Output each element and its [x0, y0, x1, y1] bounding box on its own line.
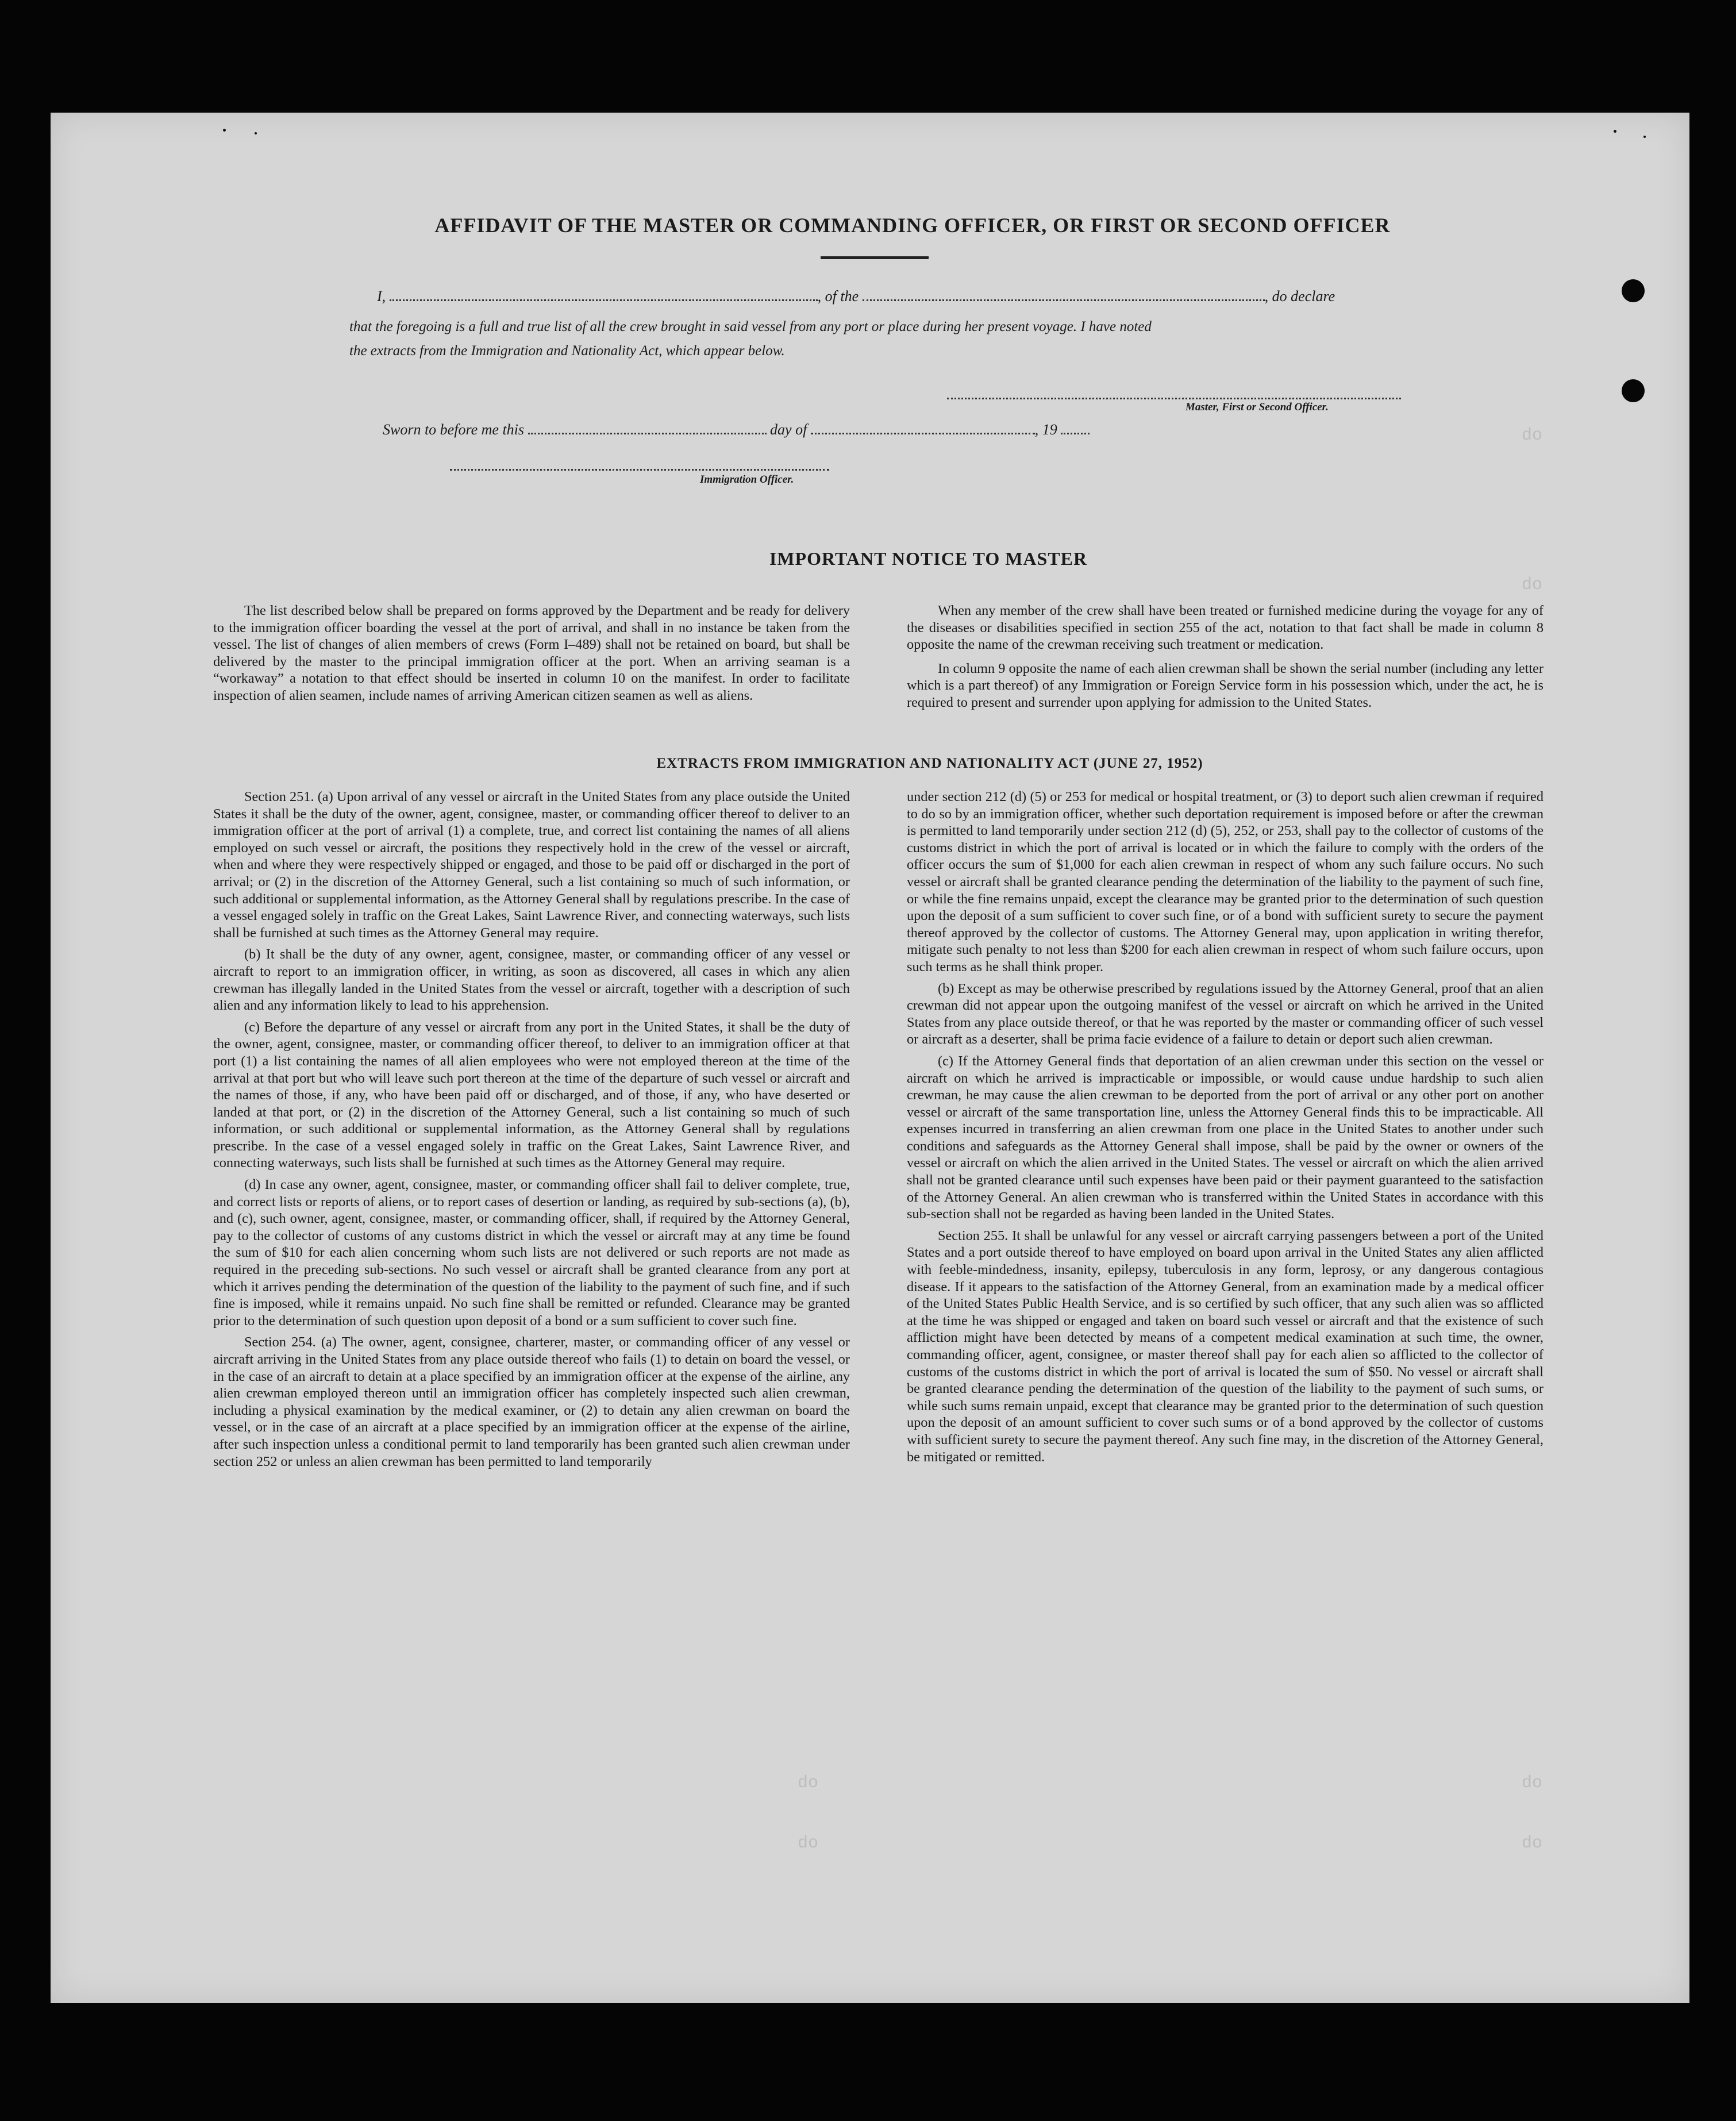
section-251-c: (c) Before the departure of any vessel or aircraft from any port in the United States, it shall be the duty of the owner, agent, consignee, master, or commanding officer thereof, to deliver to an immigration officer at that port (1) a list containing the names of all alien employees who were not employed thereon at the time of the arrival at that port but who will leave such port thereon at the time of the departure of such vessel or aircraft and the names of those, if any, who have been paid off or discharged, and of those, if any, who have deserted or landed at that port, or (2) in the discretion of the Attorney General, such a list containing so much of such information, or such additional or supplemental information, as the Attorney General shall by regulations prescribe. In the case of a vessel engaged solely in traffic on the Great Lakes, Saint Lawrence River, and connecting waterways, such lists shall be furnished at such times as the Attorney General may require. [213, 1019, 850, 1171]
year-label: , 19 [1034, 421, 1057, 438]
extracts-left-column [213, 788, 850, 1475]
declaration-fill-line [377, 288, 1335, 305]
sworn-line [383, 421, 1090, 438]
bleed-through-mark: do [798, 1834, 819, 1853]
section-255: Section 255. It shall be unlawful for any vessel or aircraft carrying passengers between a port of the United States and a port outside thereof to have employed on board upon arrival in the United States any alien afflicted with feeble-mindedness, insanity, epilepsy, tuberculosis in any form, leprosy, or any dangerous contagious disease. If it appears to the satisfaction of the Attorney General, from an examination made by a medical officer of the United States Public Health Service, and is so certified by such officer, that any such alien was so afflicted at the time he was shipped or engaged and taken on board such vessel or aircraft and that the existence of such affliction might have been detected by means of a competent medical examination at such time, the owner, commanding officer, agent, consignee, or master thereof shall pay for each alien so afflicted to the collector of customs of the customs district in which the port of arrival is located the sum of $50. No vessel or aircraft shall be granted clearance pending the determination of the question of the liability to the payment of such sums, or while such sums remain unpaid, except that clearance may be granted prior to the determination of such question upon the deposit of an amount sufficient to cover such sums or of a bond approved by the collector of customs with sufficient surety to secure the payment thereof. Any such fine may, in the discretion of the Attorney General, be mitigated or remitted. [907, 1227, 1543, 1465]
do-declare-label: , do declare [1264, 288, 1335, 305]
master-signature-line[interactable] [947, 398, 1401, 399]
section-251-b: (b) It shall be the duty of any owner, agent, consignee, master, or commanding officer of any vessel or aircraft to report to an immigration officer, in writing, as soon as discovered, all cases in which any alien crewman has illegally landed in the United States from the vessel or aircraft, together with a description of such alien and any information likely to lead to his apprehension. [213, 946, 850, 1014]
affidavit-title: AFFIDAVIT OF THE MASTER OR COMMANDING OFFICER, OR FIRST OR SECOND OFFICER [434, 214, 1391, 237]
notice-left-paragraph: The list described below shall be prepared on forms approved by the Department and be ready for delivery to the immigration officer boarding the vessel at the port of arrival, and shall in no instance be taken from the vessel. The list of changes of alien members of crews (Form I–489) shall not be retained on board, but shall be delivered by the master to the principal immigration officer at the port. When an arriving seaman is a “workaway” a notation to that effect should be inserted in column 10 on the manifest. In order to facilitate inspection of alien seamen, include names of arriving American citizen seamen as well as aliens. [213, 603, 850, 703]
speck [223, 129, 226, 132]
name-field[interactable] [390, 288, 818, 301]
bleed-through-mark: do [798, 1773, 819, 1793]
master-caption: Master, First or Second Officer. [1185, 401, 1329, 413]
speck [255, 132, 257, 134]
notice-right-paragraph-1: When any member of the crew shall have been treated or furnished medicine during the voyage for any of the diseases or disabilities specified in section 255 of the act, notation to that fact shall be made in column 8 opposite the name of the crewman receiving such treatment or medication. [907, 603, 1543, 653]
notice-left-column [213, 602, 850, 709]
declaration-line-2: the extracts from the Immigration and Nationality Act, which appear below. [349, 343, 785, 359]
section-254-b: (b) Except as may be otherwise prescribed by regulations issued by the Attorney General, proof that an alien crewman did not appear upon the outgoing manifest of the vessel or aircraft on which he arrived in the United States from any place outside thereof, or that he was reported by the master or commanding officer of such vessel or aircraft as a deserter, shall be prima facie evidence of a failure to detain or deport such alien crewman. [907, 980, 1543, 1048]
immigration-officer-caption: Immigration Officer. [700, 474, 794, 486]
section-251-a: Section 251. (a) Upon arrival of any vessel or aircraft in the United States from any place outside the United States it shall be the duty of the owner, agent, consignee, master, or commanding officer thereof to deliver to an immigration officer at the port of arrival (1) a complete, true, and correct list containing the names of all aliens employed on such vessel or aircraft, the positions they respectively hold in the crew of the vessel or aircraft, when and where they were respectively shipped or engaged, and those to be paid off or discharged in the port of arrival; or (2) in the discretion of the Attorney General, such a list containing so much of such information, or such additional or supplemental information, as the Attorney General shall by regulations prescribe. In the case of a vessel engaged solely in traffic on the Great Lakes, Saint Lawrence River, and connecting waterways, such lists shall be furnished at such times as the Attorney General may require. [213, 789, 850, 941]
section-254-a: Section 254. (a) The owner, agent, consignee, charterer, master, or commanding officer of any vessel or aircraft arriving in the United States from any place outside thereof who fails (1) to detain on board the vessel, or in the case of an aircraft to detain at a place specified by an immigration officer at the expense of the airline, any alien crewman employed thereon until an immigration officer has completely inspected such alien crewman, including a physical examination by the medical examiner, or (2) to detain any alien crewman on board the vessel, or in the case of an aircraft at a place specified by an immigration officer at the expense of the airline, after such inspection unless a conditional permit to land temporarily has been granted such alien crewman under section 252 or unless an alien crewman has been permitted to land temporarily [213, 1334, 850, 1469]
of-the-label: , of the [817, 288, 859, 305]
vessel-field[interactable] [863, 288, 1265, 301]
sworn-month-field[interactable] [811, 421, 1035, 434]
sworn-label: Sworn to before me this [383, 421, 525, 438]
section-251-d: (d) In case any owner, agent, consignee, master, or commanding officer shall fail to deliver complete, true, and correct lists or reports of aliens, or to report cases of desertion or landing, as required by sub-sections (a), (b), and (c), such owner, agent, consignee, master, or commanding officer, shall, if required by the Attorney General, pay to the collector of customs of any customs district in which the vessel or aircraft may at any time be found the sum of $10 for each alien concerning whom such lists are not delivered or such reports are not made as required in the preceding sub-sections. No such vessel or aircraft shall be granted clearance from any port at which it arrives pending the determination of the question of the liability to the payment of such fine, and if such fine is imposed, while it remains unpaid. No such fine shall be remitted or refunded. Clearance may be granted prior to the determination of such question upon deposit of a bond or a sum sufficient to cover such fine. [213, 1177, 850, 1329]
notice-right-column [907, 602, 1543, 716]
notice-title: IMPORTANT NOTICE TO MASTER [769, 548, 1088, 569]
section-254-a-continued: under section 212 (d) (5) or 253 for medical or hospital treatment, or (3) to deport such alien crewman if required to do so by an immigration officer, whether such deportation requirement is imposed before or after the crewman is permitted to land temporarily under section 212 (d) (5), 252, or 253, shall pay to the collector of customs of the customs district in which the port of arrival is located or in which the failure to comply with the orders of the officer occurs the sum of $1,000 for each alien crewman in respect of whom any such failure occurs. No such vessel or aircraft shall be granted clearance pending the determination of the liability to the payment of such fine, or while the fine remains unpaid, except the clearance may be granted prior to the determination of such question upon the deposit of a sum sufficient to cover such fine, or of a bond with sufficient surety to secure the payment thereof approved by the collector of customs. The Attorney General may, upon application in writing therefor, mitigate such penalty to not less than $200 for each alien crewman in respect of whom such failure occurs, upon such terms as he shall think proper. [907, 789, 1543, 975]
binder-hole-bottom [1622, 379, 1645, 402]
declaration-text [349, 315, 1476, 363]
extracts-title: EXTRACTS FROM IMMIGRATION AND NATIONALITY ACT (JUNE 27, 1952) [656, 756, 1203, 771]
title-underline [821, 256, 929, 259]
speck [1643, 136, 1646, 138]
declaration-line-1: that the foregoing is a full and true list of all the crew brought in said vessel from any port or place during her present voyage. I have noted [349, 319, 1152, 334]
document-sheet [51, 113, 1689, 2003]
binder-hole-top [1622, 279, 1645, 302]
notice-right-paragraph-2: In column 9 opposite the name of each alien crewman shall be shown the serial number (including any letter which is a part thereof) of any Immigration or Foreign Service form in his possession which, under the act, he is required to present and surrender upon applying for admission to the United States. [907, 660, 1543, 710]
immigration-officer-signature-line[interactable] [450, 469, 829, 471]
extracts-right-column [907, 788, 1543, 1470]
bleed-through-mark: do [1522, 575, 1543, 595]
speck [1614, 130, 1616, 133]
section-254-c: (c) If the Attorney General finds that deportation of an alien crewman under this section on the vessel or aircraft on which he arrived is impracticable or impossible, or would cause undue hardship to such alien crewman, he may cause the alien crewman to be deported from the port of arrival or any other port on another vessel or aircraft of the same transportation line, unless the Attorney General finds this to be impracticable. All expenses incurred in transferring an alien crewman from one place in the United States to another under such conditions and safeguards as the Attorney General shall impose, shall be paid by the owner or owners of the vessel or aircraft on which the alien arrived in the United States. The vessel or aircraft on which the alien arrived shall not be granted clearance until such expenses have been paid or their payment guaranteed to the satisfaction of the Attorney General. An alien crewman who is transferred within the United States in accordance with this sub-section shall not be regarded as having been landed in the United States. [907, 1053, 1543, 1222]
day-of-label: day of [770, 421, 807, 438]
i-label: I, [377, 288, 386, 305]
bleed-through-mark: do [1522, 1834, 1543, 1853]
bleed-through-mark: do [1522, 1773, 1543, 1793]
sworn-day-field[interactable] [528, 421, 767, 434]
bleed-through-mark: do [1522, 426, 1543, 445]
sworn-year-field[interactable] [1061, 421, 1090, 434]
